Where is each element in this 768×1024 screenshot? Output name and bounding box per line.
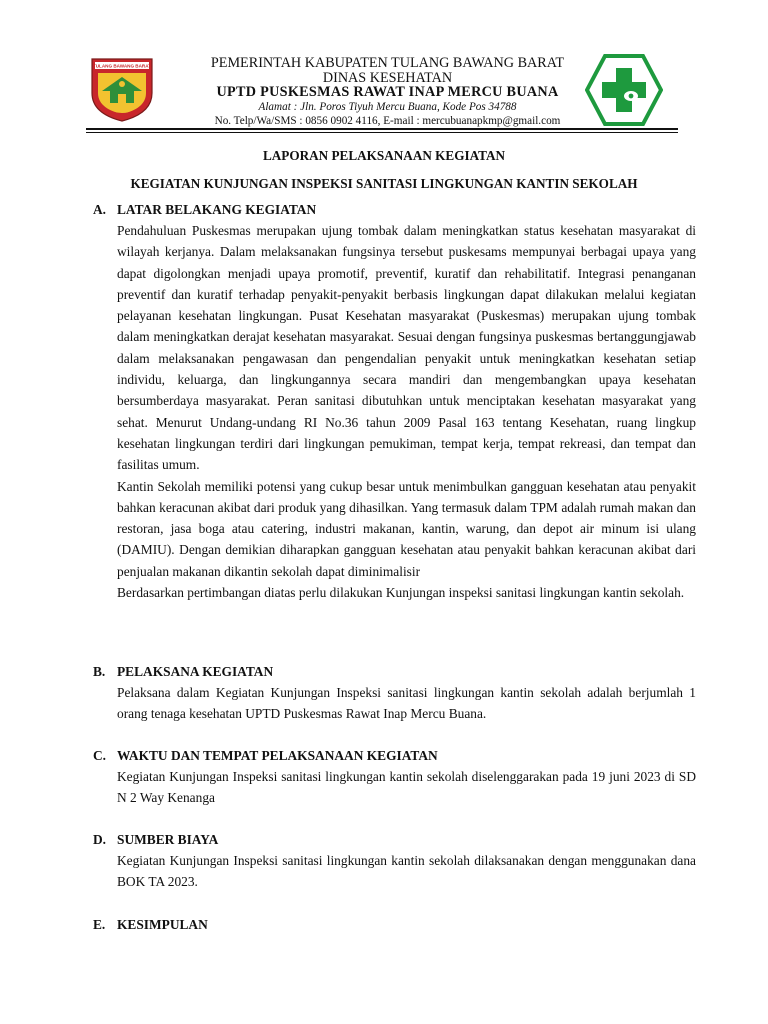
government-name: PEMERINTAH KABUPATEN TULANG BAWANG BARAT	[210, 55, 565, 71]
activity-title: KEGIATAN KUNJUNGAN INSPEKSI SANITASI LINGKUNGAN KANTIN SEKOLAH	[130, 176, 638, 191]
section-heading	[93, 915, 696, 935]
paragraph: Kegiatan Kunjungan Inspeksi sanitasi lingkungan kantin sekolah diselenggarakan pada 19 juni 2023 di SD N 2 Way Kenanga	[117, 769, 696, 806]
section-letter: B.	[93, 664, 106, 679]
department-name: DINAS KESEHATAN	[322, 69, 453, 86]
report-title: LAPORAN PELAKSANAAN KEGIATAN	[262, 148, 506, 163]
paragraph: Pendahuluan Puskesmas merupakan ujung tombak dalam meningkatkan status kesehatan masyarakat di wilayah kerjanya. Dalam melaksanakan fungsinya tersebut puskesams mempunyai berbagai upaya yang dapat digolongkan menjadi upaya promotif, preventif, kuratif dan rehabilitatif. Integrasi penanganan preventif dan kuratif terhadap penyakit-penyakit berbasis lingkungan dapat dilakukan melalui kegiatan pelayanan kesehatan lingkungan. Pusat Kesehatan masyarakat (Puskesmas) merupakan ujung tombak dalam meningkatkan derajat kesehatan masyarakat. Sesuai dengan fungsinya puskesmas bertanggungjawab dalam melaksanakan pengawasan dan pengendalian penyakit untuk meningkatkan kesehatan setiap individu, keluarga, dan lingkungannya secara mandiri dan mengembangkan upaya kesehatan bersumberdaya masyarakat. Peran sanitasi dibutuhkan untuk menciptakan kesehatan masyarakat yang sehat. Menurut Undang-undang RI No.36 tahun 2009 Pasal 163 tentang Kesehatan, ruang lingkup kesehatan lingkungan terdiri dari lingkungan pemukiman, tempat kerja, tempat rekreasi, dan tempat dan fasilitas umum.	[117, 223, 696, 473]
paragraph: Pelaksana dalam Kegiatan Kunjungan Inspeksi sanitasi lingkungan kantin sekolah adalah berjumlah 1 orang tenaga kesehatan UPTD Puskesmas Rawat Inap Mercu Buana.	[117, 685, 696, 722]
section-title: LATAR BELAKANG KEGIATAN	[117, 202, 317, 217]
section-heading	[93, 830, 696, 850]
letterhead-rule-thick	[86, 128, 678, 130]
section-title: SUMBER BIAYA	[117, 832, 219, 847]
section-funding	[93, 830, 696, 893]
section-letter: E.	[93, 917, 106, 932]
institution-address: Alamat : Jln. Poros Tiyuh Mercu Buana, Kode Pos 34788	[258, 100, 517, 113]
paragraph: Kegiatan Kunjungan Inspeksi sanitasi lingkungan kantin sekolah dilaksanakan dengan menggunakan dana BOK TA 2023.	[117, 853, 696, 890]
letterhead-rule-thin	[86, 132, 678, 133]
section-title: PELAKSANA KEGIATAN	[117, 664, 274, 679]
section-letter: C.	[93, 748, 107, 763]
section-title: WAKTU DAN TEMPAT PELAKSANAAN KEGIATAN	[117, 748, 438, 763]
section-letter: D.	[93, 832, 107, 847]
section-letter: A.	[93, 202, 107, 217]
regency-crest-icon	[88, 55, 156, 123]
paragraph: Kantin Sekolah memiliki potensi yang cukup besar untuk menimbulkan gangguan kesehatan atau penyakit bahkan keracunan akibat dari produk yang dihasilkan. Yang termasuk dalam TPM adalah rumah makan dan restoran, jasa boga atau catering, industri makanan, kantin, warung, dan depot air minum isi ulang (DAMIU). Dengan demikian diharapkan gangguan kesehatan atau penyakit bahkan keracunan akibat dari penjualan makanan dikantin sekolah dapat diminimalisir	[117, 478, 696, 579]
section-title: KESIMPULAN	[117, 917, 208, 932]
letterhead-text	[170, 56, 605, 128]
section-background	[93, 200, 696, 603]
institution-contact: No. Telp/Wa/SMS : 0856 0902 4116, E-mail : mercubuanapkmp@gmail.com	[214, 114, 561, 127]
letterhead	[0, 0, 768, 133]
section-time-place	[93, 746, 696, 809]
section-executor	[93, 662, 696, 725]
puskesmas-cross-icon	[585, 54, 663, 126]
institution-name: UPTD PUSKESMAS RAWAT INAP MERCU BUANA	[216, 84, 559, 100]
paragraph: Berdasarkan pertimbangan diatas perlu dilakukan Kunjungan inspeksi sanitasi lingkungan kantin sekolah.	[117, 585, 685, 601]
section-heading	[93, 662, 696, 682]
section-conclusion	[93, 915, 696, 935]
section-heading	[93, 200, 696, 220]
section-heading	[93, 746, 696, 766]
crest-banner-text: TULANG BAWANG BARAT	[92, 63, 152, 69]
